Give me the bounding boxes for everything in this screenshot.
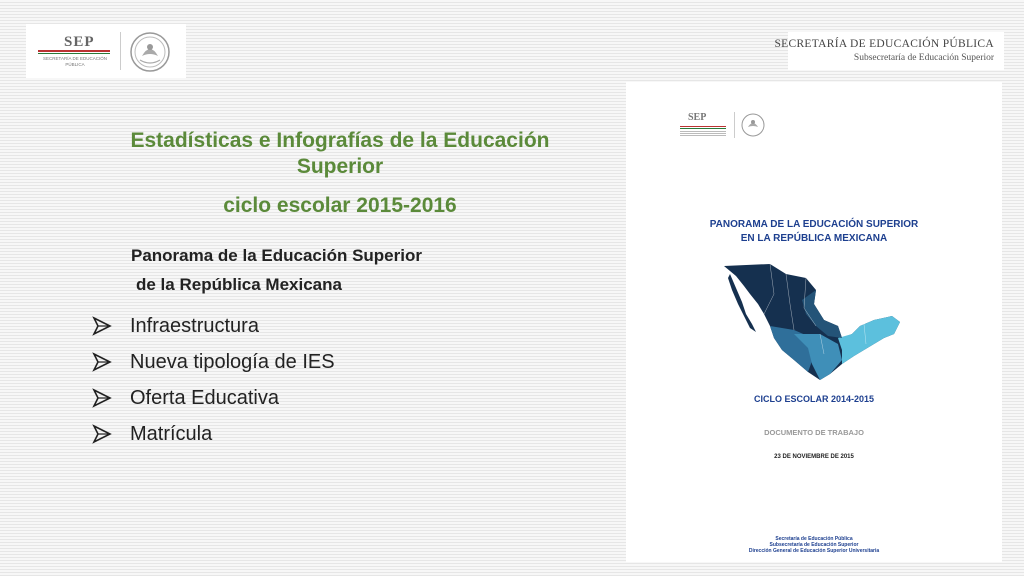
document-cycle: CICLO ESCOLAR 2014-2015 bbox=[753, 394, 875, 404]
slide-title: Estadísticas e Infografías de la Educación Superior bbox=[130, 129, 550, 178]
document-logo-text: SEP bbox=[688, 112, 707, 123]
national-seal-icon bbox=[740, 112, 766, 138]
document-title bbox=[646, 218, 982, 246]
document-cover bbox=[626, 82, 1002, 562]
list-item-label: Nueva tipología de IES bbox=[130, 350, 335, 373]
document-date: 23 DE NOVIEMBRE DE 2015 bbox=[774, 454, 854, 460]
list-item bbox=[92, 416, 335, 452]
list-item-label: Infraestructura bbox=[130, 314, 259, 337]
checkmark-arrow-icon bbox=[92, 352, 114, 372]
national-seal-icon bbox=[128, 30, 172, 74]
list-item bbox=[92, 344, 335, 380]
document-footer-line2: Subsecretaría de Educación Superior bbox=[769, 542, 859, 548]
checkmark-arrow-icon bbox=[92, 316, 114, 336]
document-logo-red-bar bbox=[680, 126, 726, 127]
document-work-label: DOCUMENTO DE TRABAJO bbox=[764, 428, 864, 437]
sep-logo-text: SEP bbox=[64, 34, 95, 50]
logo-divider bbox=[120, 32, 121, 70]
mexico-map-icon bbox=[724, 264, 904, 384]
document-footer-line1: Secretaría de Educación Pública bbox=[775, 536, 853, 542]
panorama-heading-line2: de la República Mexicana bbox=[136, 275, 342, 294]
ministry-subtitle: Subsecretaría de Educación Superior bbox=[853, 53, 994, 63]
document-footer bbox=[646, 536, 982, 554]
document-title-line2: EN LA REPÚBLICA MEXICANA bbox=[740, 233, 888, 244]
document-logo bbox=[676, 110, 776, 142]
logo-red-bar bbox=[38, 50, 110, 52]
document-title-line1: PANORAMA DE LA EDUCACIÓN SUPERIOR bbox=[709, 219, 919, 230]
sep-logo-subtitle: SECRETARÍA DE EDUCACIÓN PÚBLICA bbox=[43, 56, 107, 67]
topic-list bbox=[92, 308, 335, 452]
checkmark-arrow-icon bbox=[92, 424, 114, 444]
panorama-heading-line1: Panorama de la Educación Superior bbox=[131, 246, 422, 265]
list-item-label: Oferta Educativa bbox=[130, 386, 279, 409]
document-logo-divider bbox=[734, 112, 735, 138]
logo-green-bar bbox=[38, 53, 110, 54]
document-logo-subtitle bbox=[680, 130, 726, 136]
checkmark-arrow-icon bbox=[92, 388, 114, 408]
list-item bbox=[92, 308, 335, 344]
list-item-label: Matrícula bbox=[130, 422, 213, 445]
document-logo-green-bar bbox=[680, 128, 726, 129]
ministry-title: SECRETARÍA DE EDUCACIÓN PÚBLICA bbox=[774, 38, 994, 50]
document-footer-line3: Dirección General de Educación Superior Universitaria bbox=[748, 548, 880, 554]
ministry-header bbox=[774, 32, 1004, 70]
sep-logo bbox=[26, 24, 186, 78]
school-cycle: ciclo escolar 2015-2016 bbox=[223, 194, 457, 217]
list-item bbox=[92, 380, 335, 416]
